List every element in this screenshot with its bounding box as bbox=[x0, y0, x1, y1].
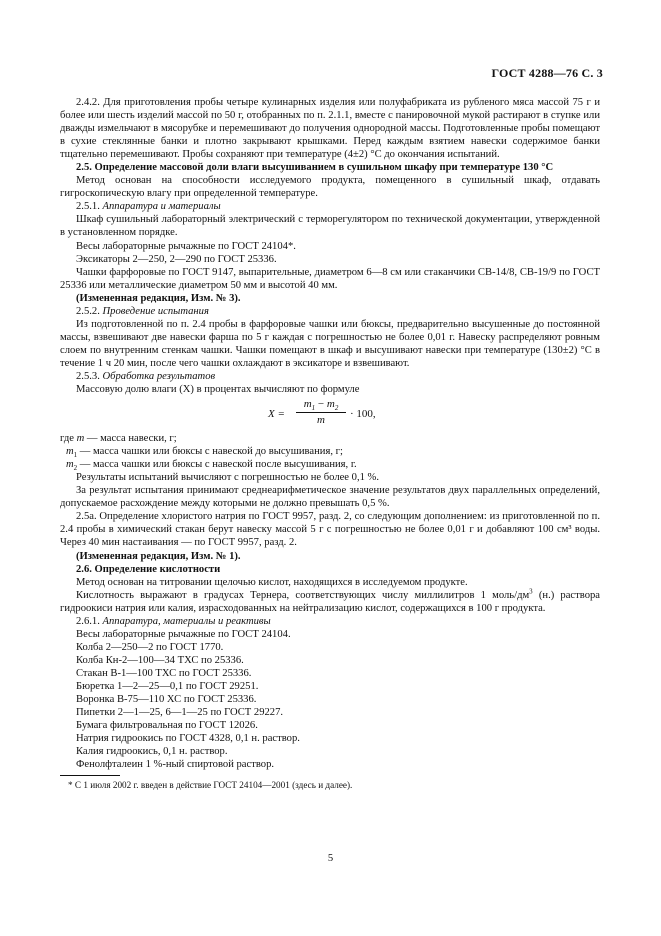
list-item: Бюретка 1—2—25—0,1 по ГОСТ 29251. bbox=[76, 680, 259, 692]
list-item: Бумага фильтровальная по ГОСТ 12026. bbox=[76, 720, 258, 732]
list-item: Колба Кн-2—100—34 ТХС по 25336. bbox=[76, 654, 244, 666]
subsection-heading-2-6-1 bbox=[60, 615, 600, 628]
list-item: Натрия гидроокись по ГОСТ 4328, 0,1 н. раствор. bbox=[76, 733, 300, 745]
formula-denominator: m bbox=[317, 414, 325, 427]
subsection-title: Аппаратура и материалы bbox=[102, 201, 221, 213]
formula-fraction bbox=[296, 398, 346, 427]
page-header: ГОСТ 4288—76 С. 3 bbox=[491, 66, 603, 80]
paragraph-2-5-3: Массовую долю влаги (X) в процентах вычисляют по формуле bbox=[76, 384, 360, 396]
paragraph-2-5-1-b: Весы лабораторные рычажные по ГОСТ 24104*. bbox=[76, 240, 296, 252]
footnote-divider bbox=[60, 775, 120, 776]
paragraph-2-5-2: Из подготовленной по п. 2.4 пробы в фарфоровые чашки или бюксы, предварительно высушенные до постоянной массы, взвешивают две навески фарша по 5 г каждая с погрешностью не более 0,01 г. Навеску распределяют ровным слоем по внутренним стенкам чашки. Чашки помещают в шкаф и высушивают навески при температуре (130±2) °С в течение 1 ч 20 мин, после чего чашки охлаждают в эксикаторе и взвешивают. bbox=[60, 318, 600, 369]
paragraph-2-5-1-d: Чашки фарфоровые по ГОСТ 9147, выпарительные, диаметром 6—8 см или стаканчики СВ-14/8, СВ-19/9 по ГОСТ 25336 или металлические диаметром 50 мм и высотой 40 мм. bbox=[60, 266, 600, 291]
subsection-heading-2-5-3 bbox=[60, 370, 600, 383]
subsection-number: 2.6.1. bbox=[76, 615, 100, 627]
section-heading-2-6: 2.6. Определение кислотности bbox=[76, 563, 221, 575]
subsection-title: Аппаратура, материалы и реактивы bbox=[102, 615, 271, 627]
list-item: Пипетки 2—1—25, 6—1—25 по ГОСТ 29227. bbox=[76, 707, 284, 719]
subsection-title: Обработка результатов bbox=[102, 370, 216, 382]
formula-lhs: X = bbox=[268, 408, 285, 421]
amendment-note: (Измененная редакция, Изм. № 1). bbox=[76, 550, 241, 562]
formula-rhs: · 100, bbox=[350, 408, 376, 421]
subsection-heading-2-5-2 bbox=[60, 305, 600, 318]
list-item: Калия гидроокись, 0,1 н. раствор. bbox=[76, 746, 228, 758]
definition-item: где m — масса навески, г; bbox=[60, 433, 177, 445]
page-number: 5 bbox=[327, 853, 334, 864]
paragraph-2-4-2: 2.4.2. Для приготовления пробы четыре кулинарных изделия или полуфабриката из рубленого мяса массой 75 г и более или шесть изделий массой по 50 г, отобранных по п. 2.1.1, вместе с панировочной мукой растирают в ступке или дважды измельчают в мясорубке и перемешивают до получения однородной массы. Подготовленные пробы помещают в сухие стеклянные банки и плотно закрывают крышками. Перед каждым взятием навески содержимое банки тщательно перемешивают. Пробы сохраняют при температуре (4±2) °С до окончания испытаний. bbox=[60, 97, 600, 161]
paragraph-precision: Результаты испытаний вычисляют с погрешностью не более 0,1 %. bbox=[76, 472, 380, 484]
subsection-number: 2.5.3. bbox=[76, 370, 100, 382]
paragraph-2-5a: 2.5а. Определение хлористого натрия по ГОСТ 9957, разд. 2, со следующим дополнением: из приготовленной по п. 2.4 пробы в химический стакан берут навеску массой 5 г с погрешностью не более 0,01 г и добавляют 100 см³ воды. Через 40 мин настаивания — по ГОСТ 9957, разд. 2. bbox=[60, 511, 600, 549]
subsection-heading-2-5-1 bbox=[60, 200, 600, 213]
paragraph-2-5-1-a: Шкаф сушильный лабораторный электрический с терморегулятором по технической документации, утвержденной в установленном порядке. bbox=[60, 214, 600, 239]
paragraph-2-5-1-c: Эксикаторы 2—250, 2—290 по ГОСТ 25336. bbox=[76, 253, 277, 265]
list-item: Фенолфталеин 1 %-ный спиртовой раствор. bbox=[76, 759, 275, 771]
equipment-list bbox=[60, 628, 600, 772]
definition-item: $m_1$ — масса чашки или бюксы с навеской до высушивания, г; bbox=[66, 446, 343, 460]
footnote: * С 1 июля 2002 г. введен в действие ГОСТ 24104—2001 (здесь и далее). bbox=[68, 780, 353, 791]
moisture-formula bbox=[60, 396, 600, 432]
amendment-note: (Измененная редакция, Изм. № 3). bbox=[76, 292, 241, 304]
subsection-number: 2.5.1. bbox=[76, 201, 100, 213]
list-item: Воронка В-75—110 ХС по ГОСТ 25336. bbox=[76, 694, 257, 706]
paragraph-result: За результат испытания принимают среднеарифметическое значение результатов двух параллельных определений, допускаемое расхождение между которыми не должно превышать 0,5 %. bbox=[60, 485, 600, 510]
subsection-number: 2.5.2. bbox=[76, 305, 100, 317]
list-item: Весы лабораторные рычажные по ГОСТ 24104. bbox=[76, 628, 291, 640]
paragraph-2-5: Метод основан на способности исследуемого продукта, помещенного в сушильный шкаф, отдавать гигроскопическую влагу при определенной температуре. bbox=[60, 175, 600, 200]
section-heading-2-5: 2.5. Определение массовой доли влаги высушиванием в сушильном шкафу при температуре 130 °С bbox=[76, 162, 554, 174]
subsection-title: Проведение испытания bbox=[102, 305, 209, 317]
paragraph-2-6-a: Метод основан на титровании щелочью кислот, находящихся в исследуемом продукте. bbox=[76, 576, 468, 588]
formula-numerator: $m_1 - m_2$ bbox=[296, 398, 346, 413]
document-body bbox=[60, 96, 600, 791]
formula-definitions bbox=[60, 432, 600, 471]
paragraph-2-6-b: Кислотность выражают в градусах Тернера, соответствующих числу миллилитров 1 моль/$дм^3$ (н.) раствора гидроокиси натрия или калия, израсходованных на нейтрализацию кислот, содержащихся в 100 г продукта. bbox=[60, 587, 600, 614]
definition-item: $m_2$ — масса чашки или бюксы с навеской после высушивания, г. bbox=[66, 459, 357, 473]
list-item: Стакан В-1—100 ТХС по ГОСТ 25336. bbox=[76, 667, 252, 679]
list-item: Колба 2—250—2 по ГОСТ 1770. bbox=[76, 641, 224, 653]
